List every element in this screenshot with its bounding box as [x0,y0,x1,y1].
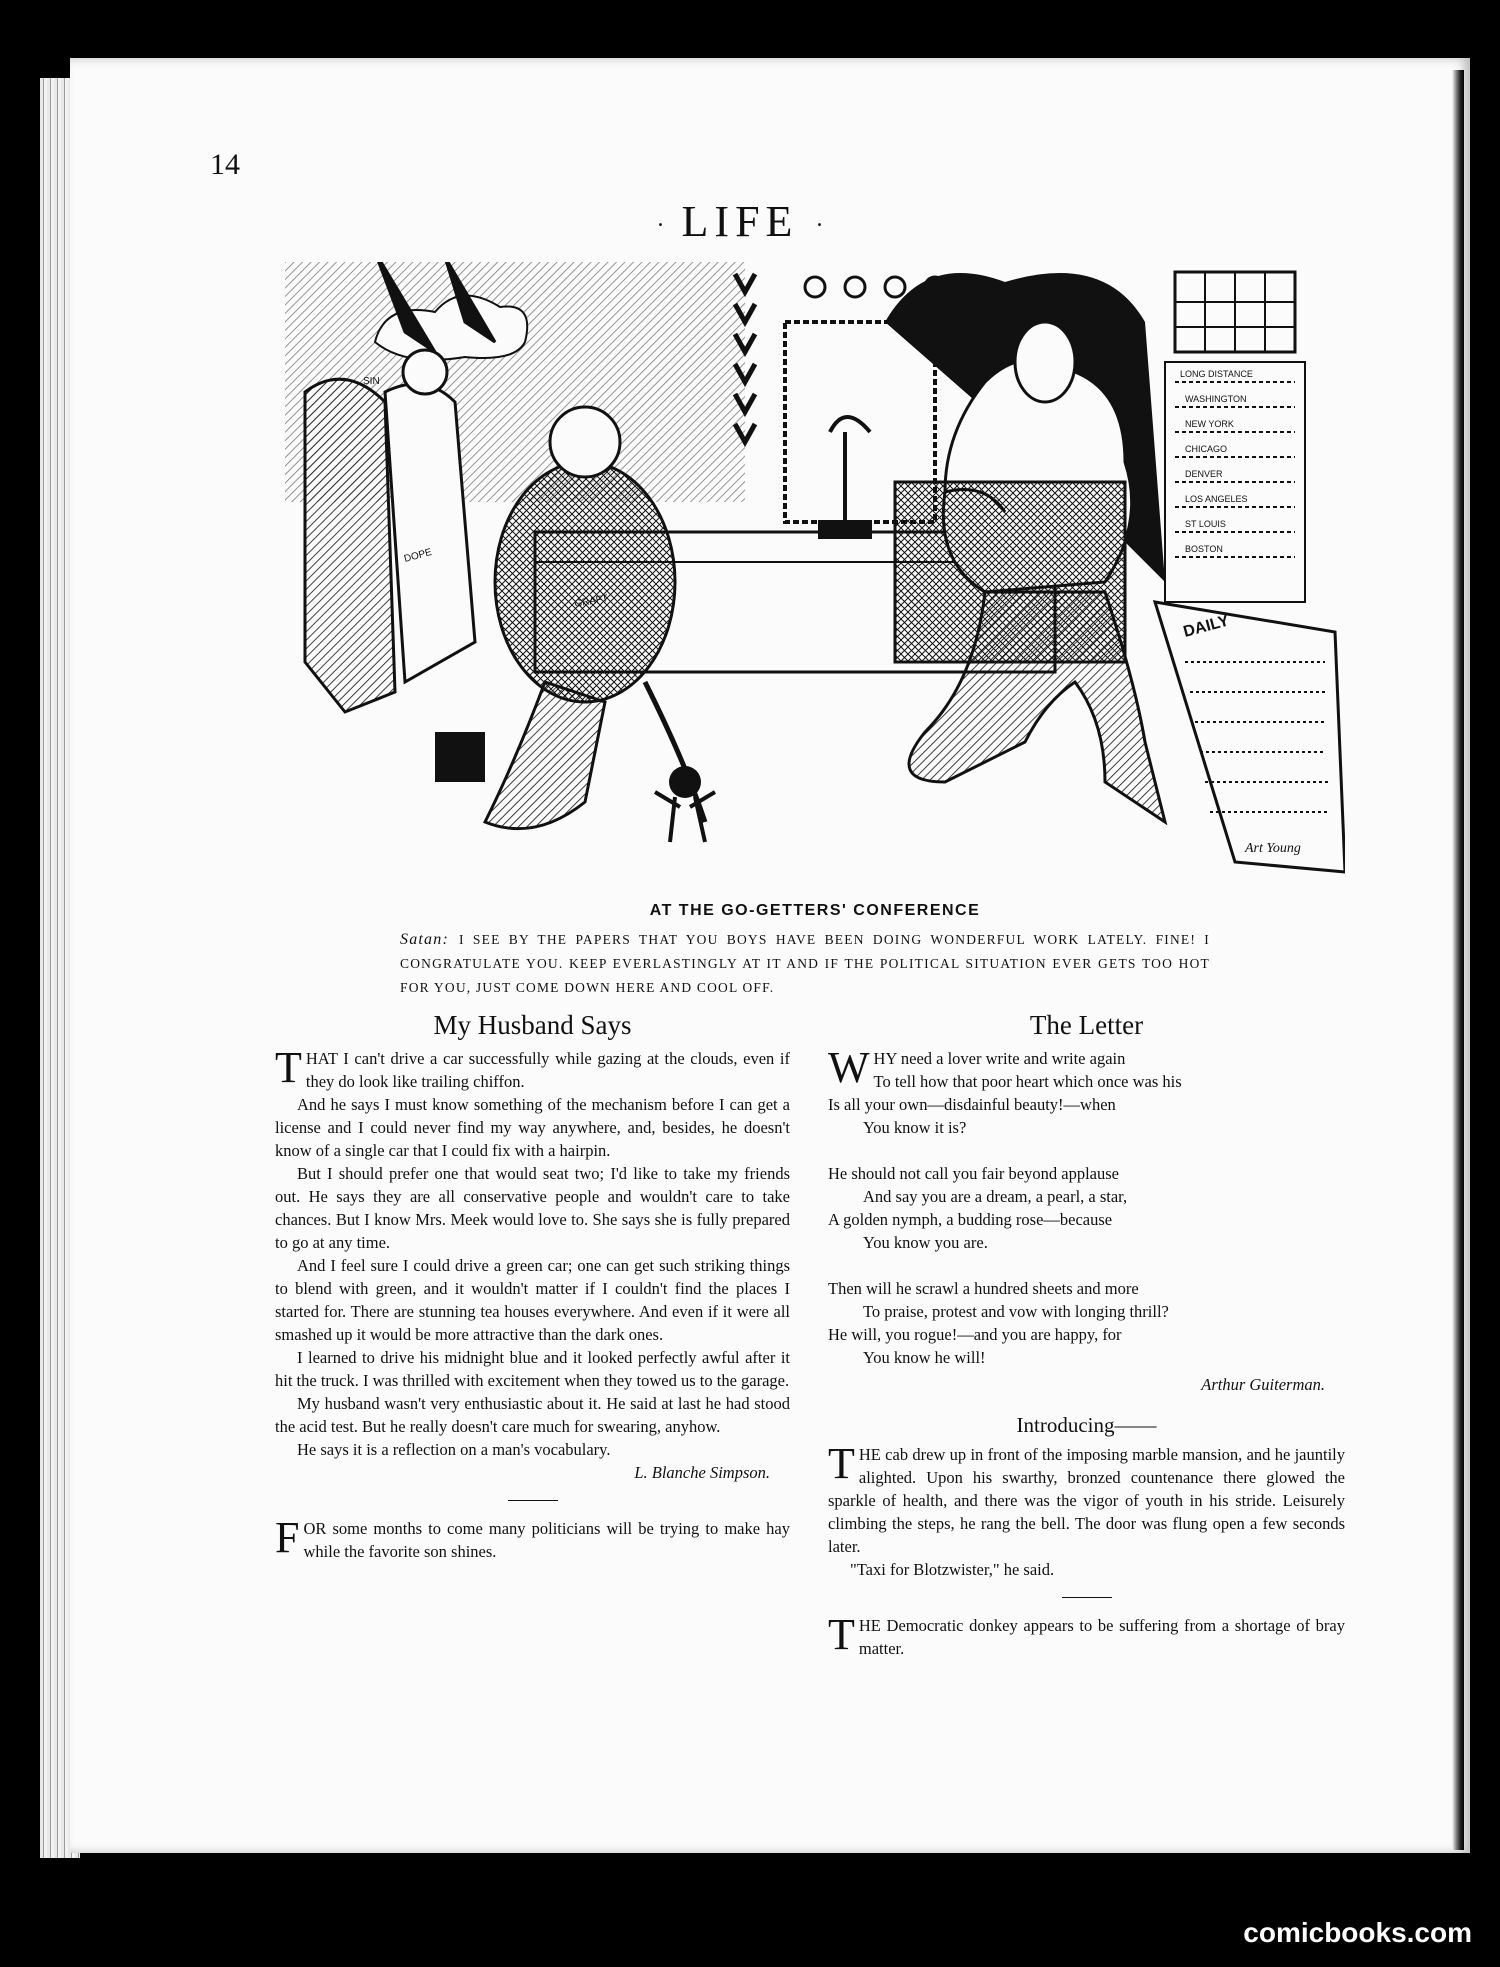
poem-line: You know he will! [863,1348,986,1367]
article-paragraph: And he says I must know something of the mechanism before I can get a license and I could never find my way anywhere, and, besides, he doesn't know of a single car that I could fix with a hairpin. [275,1095,790,1160]
article-paragraph: My husband wasn't very enthusiastic about it. He said at last he had stood the acid test. But he really doesn't care much for swearing, anyhow. [275,1394,790,1436]
article-title-introducing: Introducing—— [1016,1413,1157,1437]
cartoon-satan-figure [885,273,1165,822]
poem-line: WHY need a lover write and write again [828,1043,1126,1092]
article-paragraph: "Taxi for Blotzwister," he said. [850,1560,1055,1579]
section-divider [1062,1597,1112,1598]
cartoon-city-list-header: LONG DISTANCE [1180,369,1253,379]
poem-line: You know it is? [863,1118,967,1137]
cartoon-city-item: CHICAGO [1185,444,1228,454]
masthead-dot-left: · [656,212,665,239]
caption-speaker: Satan: [400,931,449,948]
masthead-title: LIFE [681,197,799,246]
article-paragraph: He says it is a reflection on a man's vocabulary. [297,1440,611,1459]
article-paragraph: And I feel sure I could drive a green car; one can get such striking things to blend with green, and it wouldn't matter if I couldn't find the places I started for. There are stunning tea houses everywhere. And even if it were all smashed up it would be more attractive than the dark ones. [275,1256,790,1344]
poem-line: Is all your own—disdainful beauty!—when [828,1095,1116,1114]
cartoon-label-dope: DOPE [402,546,434,565]
article-paragraph: I learned to drive his midnight blue and it looked perfectly awful after it hit the truck. I was thrilled with excitement when they towed us to the garage. [275,1348,790,1390]
article-title-my-husband-says: My Husband Says [433,1010,632,1040]
cartoon-label-sin: SIN [363,376,380,387]
article-paragraph: THAT I can't drive a car successfully while gazing at the clouds, even if they do look like trailing chiffon. [275,1043,790,1092]
article-author: L. Blanche Simpson. [634,1463,770,1482]
poem-line: And say you are a dream, a pearl, a star, [863,1187,1128,1206]
poem-line: He should not call you fair beyond applause [828,1164,1119,1183]
cartoon-city-item: LOS ANGELES [1185,494,1248,504]
cartoon-city-item: ST LOUIS [1185,519,1226,529]
cartoon-label-daily: DAILY [1181,612,1231,641]
poem-author: Arthur Guiterman. [1201,1375,1325,1394]
cartoon-city-item: NEW YORK [1185,419,1234,429]
masthead-dot-right: · [815,212,824,239]
cartoon-city-item: DENVER [1185,469,1223,479]
poem-line: You know you are. [863,1233,988,1252]
poem-line: He will, you rogue!—and you are happy, for [828,1325,1122,1344]
masthead [580,196,900,247]
poem-the-letter [828,1043,1345,1369]
cartoon-caption [400,928,1210,1000]
poem-line: To tell how that poor heart which once was his [873,1072,1182,1091]
caption-text: I SEE BY THE PAPERS THAT YOU BOYS HAVE BEEN DOING WONDERFUL WORK LATELY. FINE! I CONGRATULATE YOU. KEEP EVERLASTINGLY AT IT AND IF THE POLITICAL SITUATION EVER GETS TOO HOT FOR YOU, JUST COME DOWN HERE AND COOL OFF. [400,932,1210,995]
article-paragraph: THE cab drew up in front of the imposing marble mansion, and he jauntily alighted. Upon his swarthy, bronzed countenance there glowed the sparkle of health, and there was the vigor of youth in his stride. Leisurely climbing the steps, he rang the bell. The door was flung open a few seconds later. [828,1439,1345,1556]
cartoon-illustration [285,262,1345,880]
left-column [275,1010,790,1563]
site-watermark: comicbooks.com [1243,1917,1472,1948]
cartoon-city-item: BOSTON [1185,544,1223,554]
cartoon-signature: Art Young [1245,841,1301,856]
donkey-paragraph: THE Democratic donkey appears to be suffering from a shortage of bray matter. [828,1610,1345,1659]
cartoon-caption-title: AT THE GO-GETTERS' CONFERENCE [649,902,981,919]
article-paragraph: But I should prefer one that would seat two; I'd like to take my friends out. He says they are all conservative people and wouldn't care to take chances. But I know Mrs. Meek would love to. She says she is fully prepared to go at any time. [275,1164,790,1252]
poem-line: Then will he scrawl a hundred sheets and more [828,1279,1139,1298]
poem-line: To praise, protest and vow with longing thrill? [863,1302,1169,1321]
cartoon-city-item: WASHINGTON [1185,394,1247,404]
poem-line: A golden nymph, a budding rose—because [828,1210,1113,1229]
poem-stanza [828,1277,1345,1369]
book-spine-shadow [1452,70,1464,1850]
poem-stanza [828,1162,1345,1254]
politicians-paragraph: FOR some months to come many politicians will be trying to make hay while the favorite son shines. [275,1513,790,1562]
section-divider [508,1500,558,1501]
page-number: 14 [210,148,240,181]
right-column [828,1010,1345,1660]
cartoon-label-graft: GRAFT [573,593,609,610]
cartoon-top-hat [435,732,485,782]
poem-stanza [828,1043,1345,1139]
poem-title-the-letter: The Letter [1029,1010,1144,1040]
